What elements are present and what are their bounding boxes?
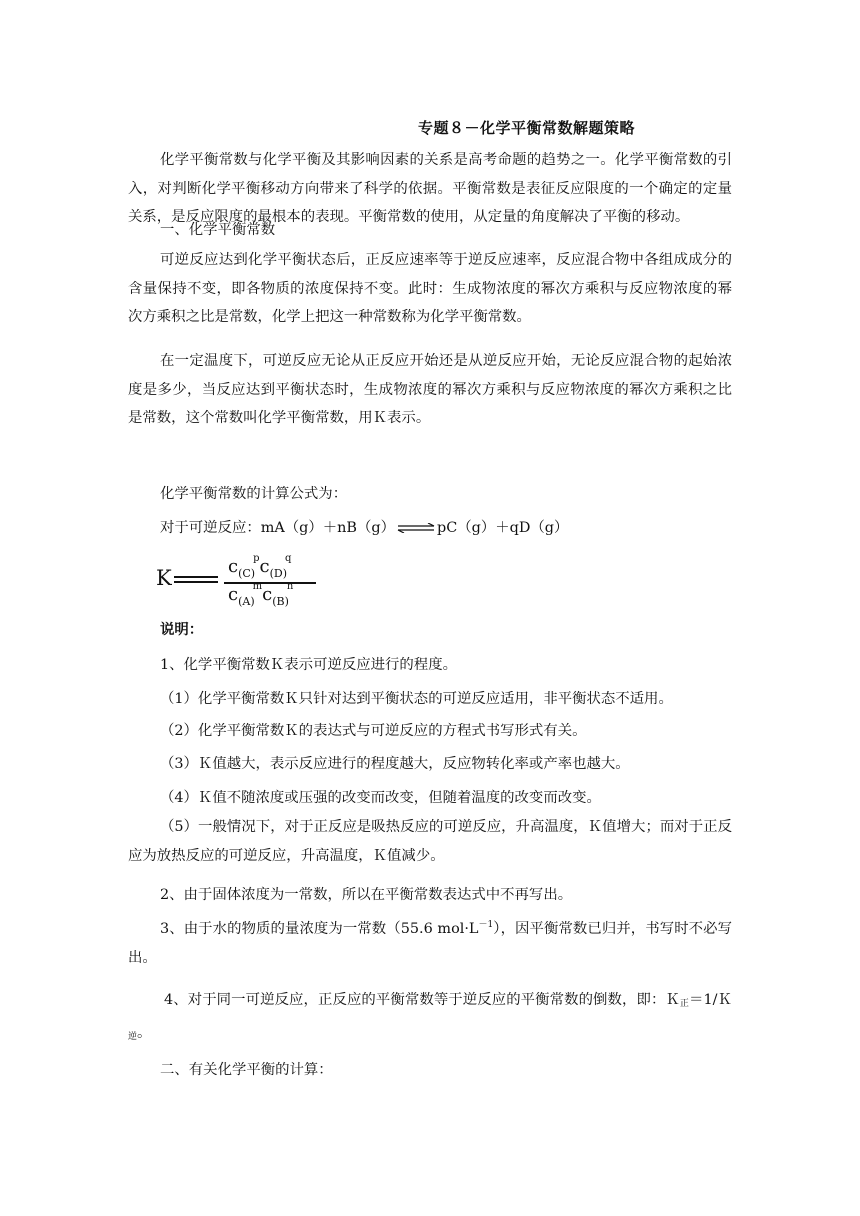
- formula-numerator: $c_{(C)}^pc_{(D)}^q$: [228, 553, 292, 580]
- note-3: 3、由于水的物质的量浓度为一常数（55.6 $mol\cdot L^{-1}$），因平衡常数已归并，书写时不必写出。: [128, 920, 732, 966]
- note-1-item-5: （5）一般情况下，对于正反应是吸热反应的可逆反应，升高温度，Ｋ值增大；而对于正反应为放热反应的可逆反应，升高温度，Ｋ值减少。: [128, 819, 732, 864]
- section-heading-1: 一、化学平衡常数: [160, 222, 276, 238]
- formula-denominator: $c_{(A)}^mc_{(B)}^n$: [228, 581, 294, 608]
- reaction-products: pC（g）＋qD（g）: [437, 520, 569, 536]
- note-1-item-3: （3）Ｋ值越大，表示反应进行的程度越大，反应物转化率或产率也越大。: [160, 756, 630, 772]
- page-title: 专题８－化学平衡常数解题策略: [418, 119, 636, 137]
- note-2: 2、由于固体浓度为一常数，所以在平衡常数表达式中不再写出。: [160, 887, 573, 903]
- equilibrium-constant-formula: [144, 548, 344, 608]
- formula-equals-bar-bottom: [174, 581, 218, 583]
- note-4: 4、对于同一可逆反应，正反应的平衡常数等于逆反应的平衡常数的倒数，即：Ｋ$_正$＝1/Ｋ$_逆$。: [128, 992, 732, 1042]
- section-heading-2: 二、有关化学平衡的计算：: [160, 1062, 333, 1078]
- intro-paragraph: 化学平衡常数与化学平衡及其影响因素的关系是高考命题的趋势之一。化学平衡常数的引入，对判断化学平衡移动方向带来了科学的依据。平衡常数是表征反应限度的一个确定的定量关系，是反应限度的最根本的表现。平衡常数的使用，从定量的角度解决了平衡的移动。: [128, 152, 732, 225]
- note-1-item-1: （1）化学平衡常数Ｋ只针对达到平衡状态的可逆反应适用，非平衡状态不适用。: [160, 691, 673, 707]
- reaction-reactants: 对于可逆反应：mA（g）＋nB（g）: [160, 520, 395, 536]
- definition-paragraph-1: 可逆反应达到化学平衡状态后，正反应速率等于逆反应速率，反应混合物中各组成成分的含量保持不变，即各物质的浓度保持不变。此时：生成物浓度的幂次方乘积与反应物浓度的幂次方乘积之比是常数，化学上把这一种常数称为化学平衡常数。: [128, 252, 732, 325]
- formula-intro: 化学平衡常数的计算公式为：: [160, 486, 348, 502]
- definition-paragraph-2: 在一定温度下，可逆反应无论从正反应开始还是从逆反应开始，无论反应混合物的起始浓度是多少，当反应达到平衡状态时，生成物浓度的幂次方乘积与反应物浓度的幂次方乘积之比是常数，这个常数叫化学平衡常数，用Ｋ表示。: [128, 353, 732, 426]
- formula-k-symbol: K: [156, 566, 172, 590]
- note-1-item-2: （2）化学平衡常数Ｋ的表达式与可逆反应的方程式书写形式有关。: [160, 723, 587, 739]
- note-heading: 说明：: [160, 621, 204, 638]
- note-1-item-4: （4）Ｋ值不随浓度或压强的改变而改变，但随着温度的改变而改变。: [160, 790, 601, 806]
- note-1: 1、化学平衡常数Ｋ表示可逆反应进行的程度。: [160, 657, 457, 673]
- reaction-equation: [160, 516, 568, 537]
- formula-equals-bar-top: [174, 576, 218, 578]
- reversible-arrow-icon: [397, 523, 435, 533]
